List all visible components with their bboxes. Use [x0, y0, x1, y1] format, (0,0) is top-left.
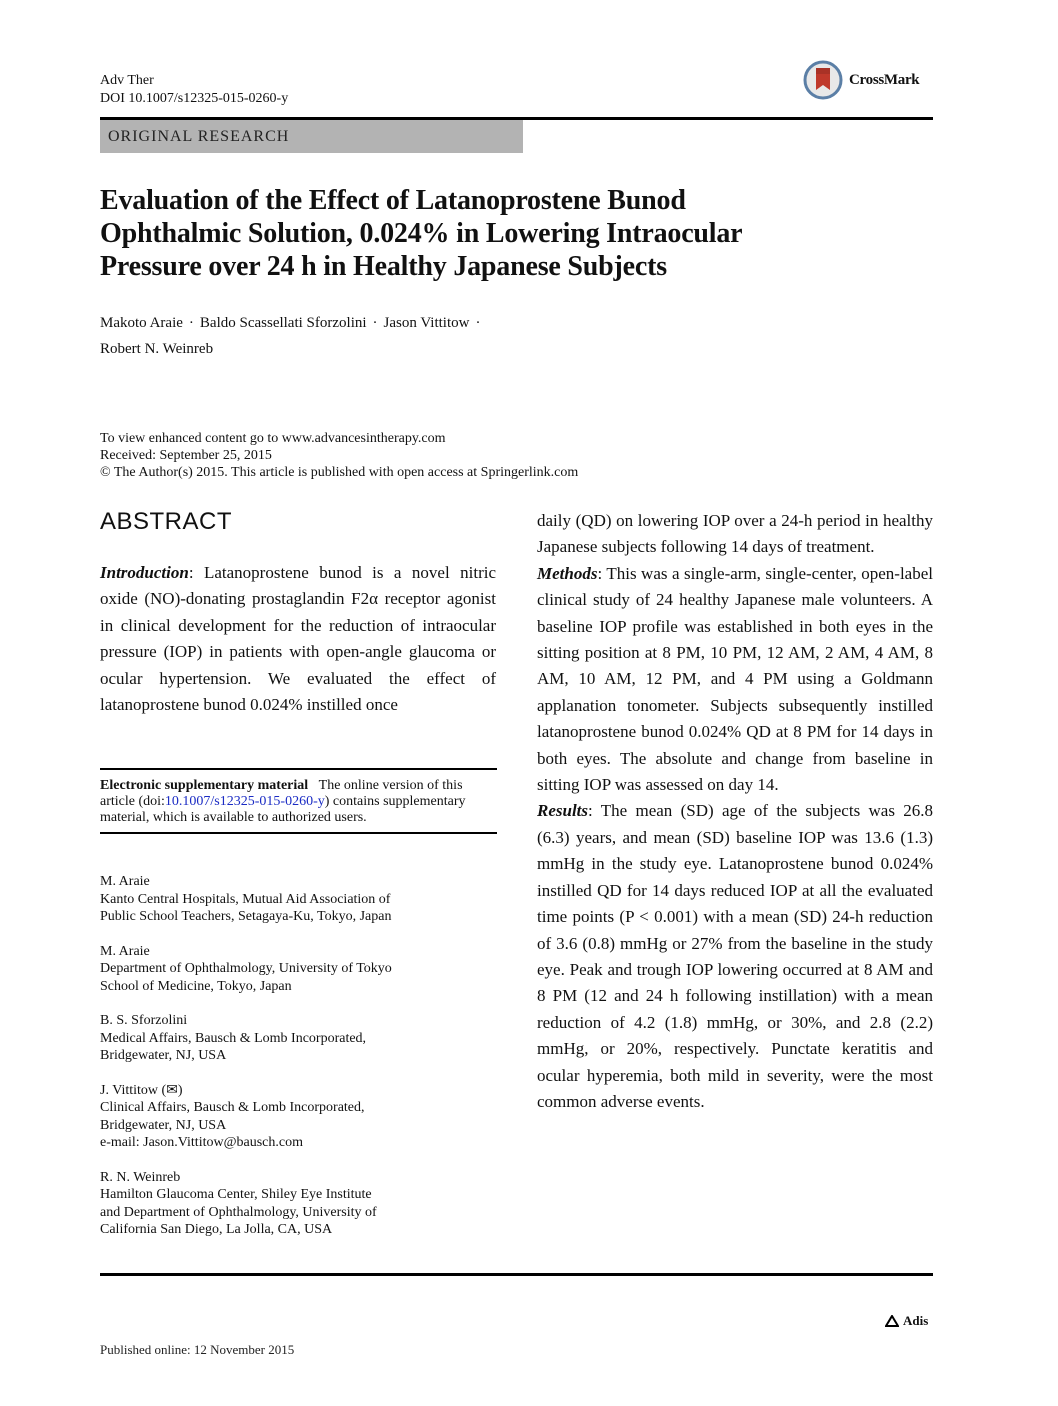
methods-label: Methods: [537, 563, 598, 583]
enhanced-content-link[interactable]: To view enhanced content go to www.advancesintherapy.com: [100, 431, 446, 446]
methods-text: : This was a single-arm, single-center, open-label clinical study of 24 healthy Japanese male volunteers. A baseline IOP profile was established in both eyes in the sitting position at 8 PM, 10 PM, 12 AM, 2 AM, 4 AM, 8 AM, 10 AM, 12 PM, and 4 PM using a Goldmann applanation tonometer. Subjects subsequently instilled latanoprostene bunod 0.024% QD at 8 PM for 14 days in both eyes. The absolute and change from baseline in sitting IOP was assessed on day 14.: [537, 563, 933, 795]
affiliation-author: M. Araie: [100, 943, 150, 959]
abstract-introduction: [100, 560, 496, 718]
supplementary-material-box: [100, 768, 497, 834]
title-line: Pressure over 24 h in Healthy Japanese Subjects: [100, 251, 667, 282]
crossmark-badge[interactable]: [803, 58, 943, 102]
results-text: : The mean (SD) age of the subjects was 26.8 (6.3) years, and mean (SD) baseline IOP was 13.6 (1.3) mmHg in the study eye. Latanoprostene bunod 0.024% instilled QD for 14 days reduced IOP at all the evaluated time points (P < 0.001) with a mean (SD) 24-h reduction of 3.6 (0.8) mmHg or 27% from the baseline in the study eye. Peak and trough IOP lowering occurred at 8 AM and 8 PM (12 and 24 h following instillation) with a mean reduction of 4.2 (1.8) mmHg, or 30%, and 2.8 (2.2) mmHg, or 20%, respectively. Punctate keratitis and ocular hyperemia, both mild in severity, were the most common adverse events.: [537, 801, 933, 1111]
copyright-notice: © The Author(s) 2015. This article is published with open access at Springerlink.com: [100, 465, 579, 480]
supplementary-text: The online version of this article (doi:: [100, 778, 463, 809]
author-name[interactable]: Jason Vittitow: [383, 315, 470, 331]
publisher-logo: [885, 1313, 928, 1329]
supplementary-doi-link[interactable]: 10.1007/s12325-015-0260-y: [164, 794, 325, 809]
results-label: Results: [537, 801, 589, 821]
author-separator: ·: [188, 315, 194, 331]
supplementary-text: ) contains supplementary material, which is available to authorized users.: [100, 794, 466, 825]
article-type-banner: ORIGINAL RESEARCH: [100, 120, 523, 153]
affiliation-line: Bridgewater, NJ, USA: [100, 1048, 227, 1063]
affiliation-line: Kanto Central Hospitals, Mutual Aid Association of: [100, 891, 391, 907]
affiliation-entry: [100, 1012, 500, 1065]
doi: DOI 10.1007/s12325-015-0260-y: [100, 91, 289, 106]
publisher-name: Adis: [903, 1313, 929, 1328]
author-list: [100, 310, 600, 362]
crossmark-label: CrossMark: [849, 71, 920, 88]
published-online-date: Published online: 12 November 2015: [100, 1342, 295, 1357]
affiliation-author: M. Araie: [100, 874, 150, 889]
affiliation-author: R. N. Weinreb: [100, 1169, 181, 1185]
title-line: Evaluation of the Effect of Latanoprostene Bunod: [100, 185, 686, 216]
affiliation-entry: [100, 1082, 500, 1152]
abstract-right-column: [537, 508, 933, 1115]
affiliation-line: School of Medicine, Tokyo, Japan: [100, 978, 292, 994]
affiliations: [100, 873, 500, 1256]
journal-name: Adv Ther: [100, 73, 154, 88]
abstract-heading: ABSTRACT: [100, 508, 233, 535]
abstract-results: [537, 798, 933, 1115]
affiliation-line: Public School Teachers, Setagaya-Ku, Tokyo, Japan: [100, 909, 392, 924]
affiliation-line: and Department of Ophthalmology, University of: [100, 1204, 377, 1220]
author-separator: ·: [372, 315, 378, 331]
affiliation-line: Medical Affairs, Bausch & Lomb Incorporated,: [100, 1030, 367, 1046]
affiliation-email[interactable]: e-mail: Jason.Vittitow@bausch.com: [100, 1135, 303, 1150]
introduction-label: Introduction: [100, 563, 189, 582]
affiliation-line: Bridgewater, NJ, USA: [100, 1117, 227, 1133]
received-date: Received: September 25, 2015: [100, 448, 272, 463]
article-meta: [100, 430, 800, 481]
introduction-continued: daily (QD) on lowering IOP over a 24-h period in healthy Japanese subjects following 14 days of treatment.: [537, 511, 933, 557]
article-title: [100, 184, 900, 283]
affiliation-author: B. S. Sforzolini: [100, 1013, 188, 1028]
abstract-methods: [537, 561, 933, 799]
author-name[interactable]: Robert N. Weinreb: [100, 341, 214, 357]
crossmark-icon: [803, 60, 843, 100]
author-name[interactable]: Makoto Araie: [100, 315, 183, 331]
footer-rule: [100, 1273, 933, 1276]
affiliation-entry: [100, 943, 500, 996]
affiliation-entry: [100, 1169, 500, 1239]
supplementary-label: Electronic supplementary material: [100, 778, 309, 793]
affiliation-author: J. Vittitow (✉): [100, 1082, 183, 1098]
adis-triangle-icon: [885, 1315, 899, 1327]
affiliation-line: Clinical Affairs, Bausch & Lomb Incorporated,: [100, 1100, 365, 1115]
journal-meta: [100, 72, 288, 108]
introduction-text: : Latanoprostene bunod is a novel nitric oxide (NO)-donating prostaglandin F2α receptor agonist in clinical development for the reduction of intraocular pressure (IOP) in patients with open-angle glaucoma or ocular hypertension. We evaluated the effect of latanoprostene bunod 0.024% instilled once: [100, 563, 496, 715]
affiliation-line: California San Diego, La Jolla, CA, USA: [100, 1222, 333, 1237]
author-separator: ·: [475, 315, 481, 331]
affiliation-line: Hamilton Glaucoma Center, Shiley Eye Institute: [100, 1187, 372, 1202]
affiliation-entry: [100, 873, 500, 926]
affiliation-line: Department of Ophthalmology, University of Tokyo: [100, 961, 392, 976]
title-line: Ophthalmic Solution, 0.024% in Lowering Intraocular: [100, 218, 743, 249]
author-name[interactable]: Baldo Scassellati Sforzolini: [199, 315, 367, 331]
